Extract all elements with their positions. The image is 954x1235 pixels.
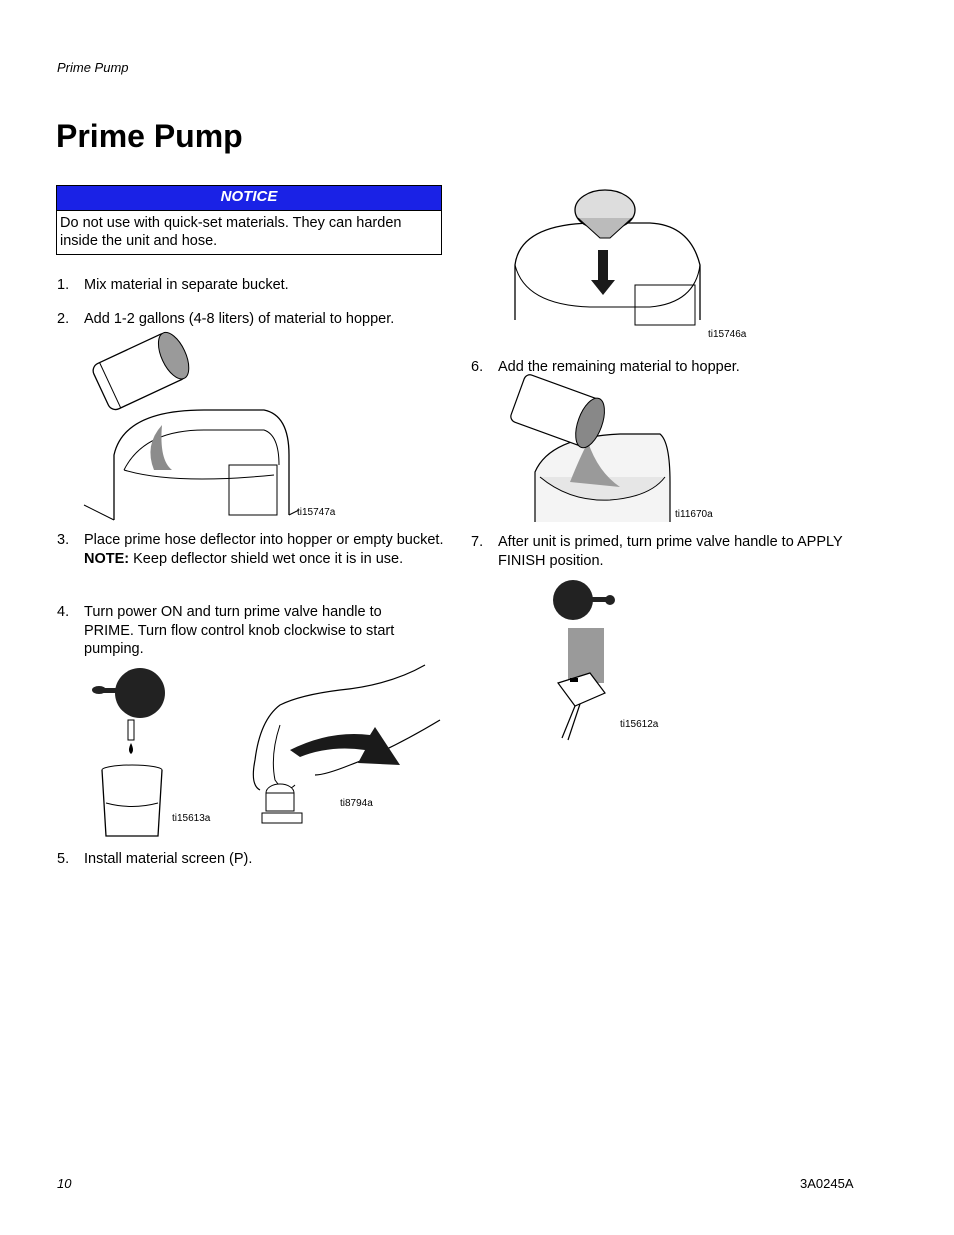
step-number: 6.	[471, 359, 484, 375]
step-number: 3.	[57, 532, 70, 548]
notice-box	[56, 185, 442, 255]
step-number: 2.	[57, 311, 70, 327]
figure-caption: ti11670a	[675, 509, 713, 520]
apply-finish-valve-illustration	[550, 578, 690, 743]
note-label: NOTE:	[84, 550, 130, 567]
figure-caption: ti15612a	[620, 719, 659, 730]
hand-turning-knob-illustration	[240, 665, 440, 837]
prime-bucket-illustration	[92, 668, 222, 843]
step-text: Mix material in separate bucket.	[84, 277, 289, 293]
step-text: Add the remaining material to hopper.	[498, 359, 740, 375]
step-text: Add 1-2 gallons (4-8 liters) of material to hopper.	[84, 311, 395, 327]
material-screen-illustration	[500, 185, 760, 345]
step-number: 5.	[57, 851, 70, 867]
figure-caption: ti15747a	[297, 507, 336, 518]
running-header: Prime Pump	[57, 60, 129, 75]
pour-remaining-illustration	[510, 382, 750, 524]
notice-label: NOTICE	[57, 186, 441, 211]
step-text	[84, 531, 444, 568]
step-text-part: Keep deflector shield wet once it is in use.	[133, 550, 404, 567]
pour-into-hopper-illustration	[84, 335, 344, 525]
step-number: 4.	[57, 604, 70, 620]
notice-text: Do not use with quick-set materials. They can harden inside the unit and hose.	[60, 215, 402, 249]
step-text: After unit is primed, turn prime valve handle to APPLY FINISH position.	[498, 534, 843, 569]
figure-caption: ti8794a	[340, 798, 373, 809]
step-text: Turn power ON and turn prime valve handle to PRIME. Turn flow control knob clockwise to start pumping.	[84, 604, 395, 657]
document-number: 3A0245A	[800, 1176, 854, 1191]
page-number: 10	[57, 1176, 72, 1191]
step-number: 7.	[471, 534, 484, 550]
page-title: Prime Pump	[56, 118, 243, 154]
figure-caption: ti15613a	[172, 813, 211, 824]
figure-caption: ti15746a	[708, 329, 747, 340]
step-text-part: Place prime hose deflector into hopper or empty bucket.	[84, 532, 444, 548]
step-number: 1.	[57, 277, 70, 293]
step-text: Install material screen (P).	[84, 851, 253, 867]
